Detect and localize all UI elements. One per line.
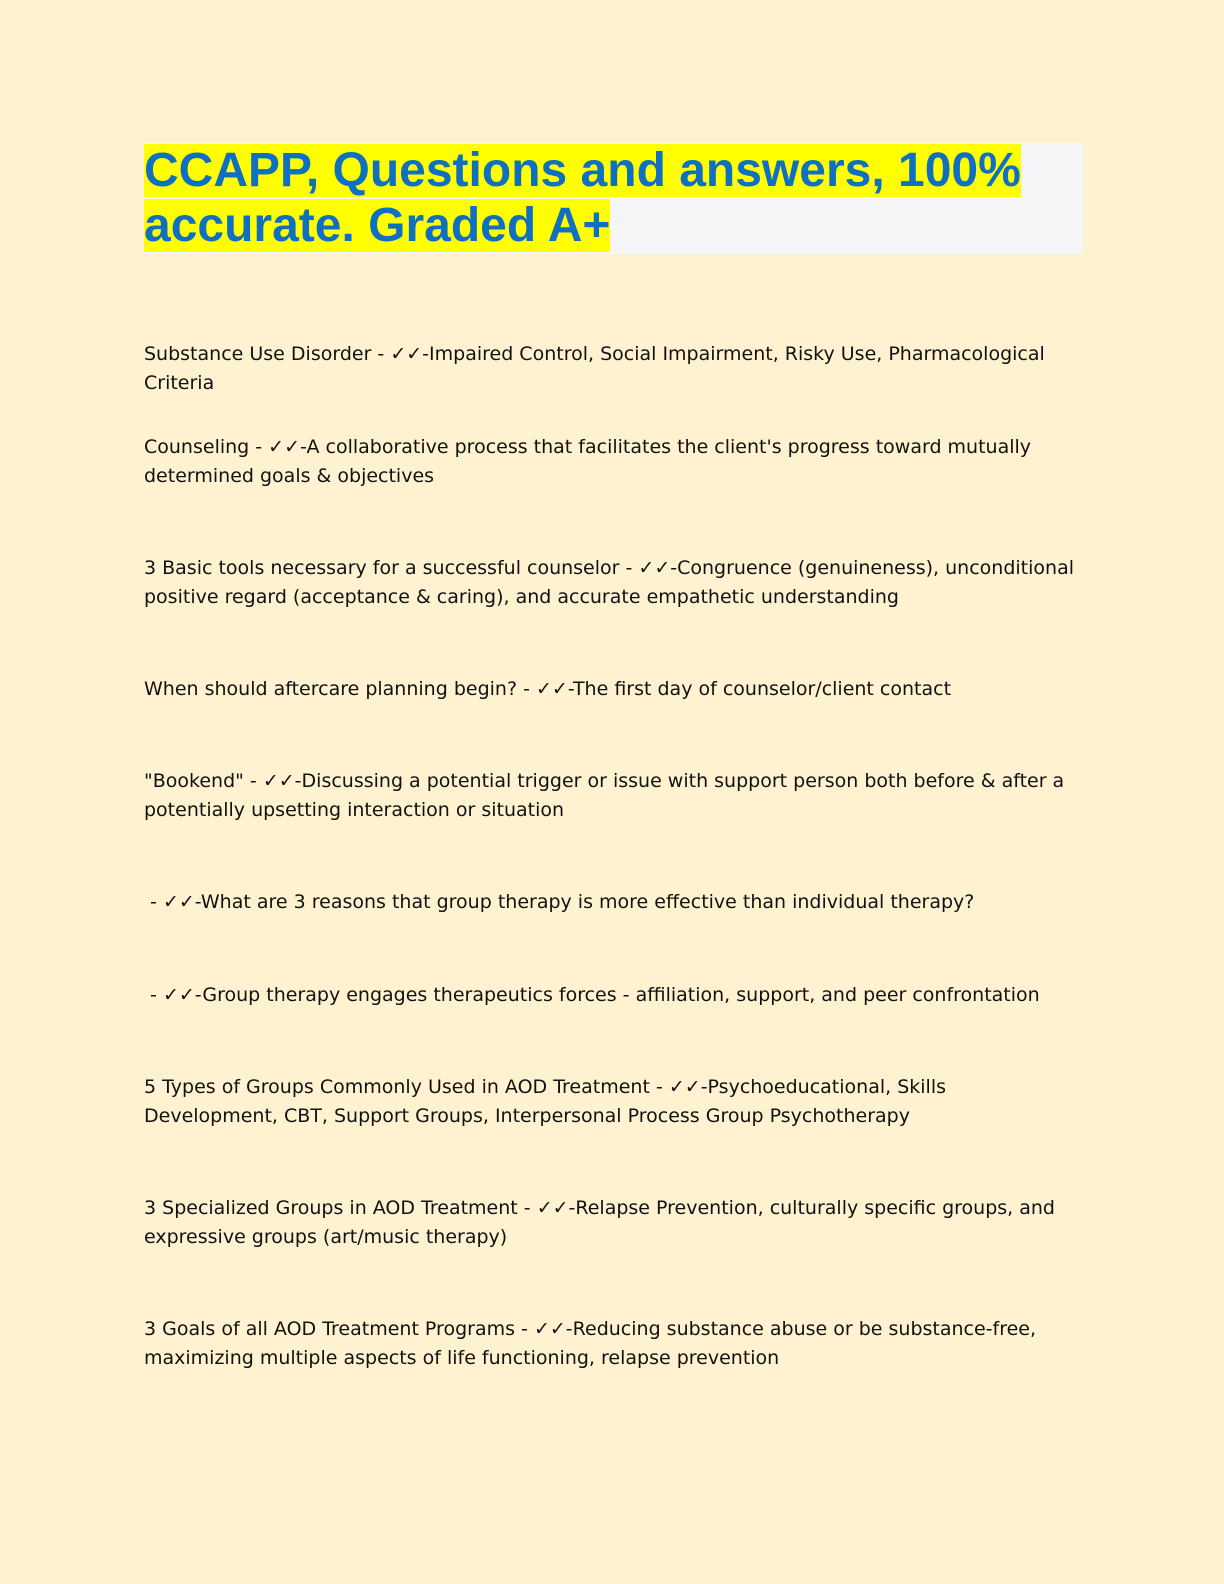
qa-separator: - [371,343,391,365]
qa-separator: - [515,1318,534,1340]
qa-answer-prefix: - [194,984,203,1006]
qa-answer-prefix: - [565,1318,573,1340]
qa-item [144,767,1084,825]
qa-item [144,675,1084,704]
qa-term: "Bookend" [144,770,244,792]
qa-term: Counseling [144,436,250,458]
check-icon: ✓✓ [638,557,671,579]
qa-answer: Congruence (genuineness), unconditional positive regard (acceptance & caring), and accurate empathetic understanding [144,557,1081,608]
qa-term: Substance Use Disorder [144,343,372,365]
qa-separator: - [144,891,163,913]
qa-answer: Impaired Control, Social Impairment, Risky Use, Pharmacological Criteria [144,343,1051,394]
qa-item [144,433,1084,491]
document-title [144,143,1083,253]
qa-separator: - [619,557,639,579]
qa-answer: Relapse Prevention, culturally specific groups, and expressive groups (art/music therapy) [144,1197,1062,1248]
qa-separator: - [649,1076,669,1098]
qa-answer: Psychoeducational, Skills Development, CBT, Support Groups, Interpersonal Process Group Psychotherapy [144,1076,953,1127]
qa-term: 3 Specialized Groups in AOD Treatment [144,1197,518,1219]
qa-answer: What are 3 reasons that group therapy is more effective than individual therapy? [200,891,975,913]
check-icon: ✓✓ [162,984,195,1006]
qa-separator: - [517,678,536,700]
qa-term: 5 Types of Groups Commonly Used in AOD Treatment [144,1076,650,1098]
qa-item [144,554,1084,612]
check-icon: ✓✓ [262,770,295,792]
qa-item [144,888,1084,917]
qa-item [144,981,1084,1010]
qa-answer-prefix: - [194,891,201,913]
check-icon: ✓✓ [535,678,568,700]
qa-answer-prefix: - [700,1076,708,1098]
qa-separator: - [243,770,263,792]
qa-answer-prefix: - [294,770,302,792]
check-icon: ✓✓ [668,1076,701,1098]
qa-answer: Group therapy engages therapeutics forces - affiliation, support, and peer confrontation [202,984,1040,1006]
qa-item [144,1315,1084,1373]
qa-separator: - [144,984,163,1006]
check-icon: ✓✓ [536,1197,569,1219]
qa-answer-prefix: - [422,343,430,365]
qa-item [144,1194,1084,1252]
check-icon: ✓✓ [533,1318,566,1340]
qa-separator: - [249,436,269,458]
qa-answer-prefix: - [567,678,573,700]
qa-item [144,1073,1084,1131]
qa-answer-prefix: - [568,1197,576,1219]
check-icon: ✓✓ [268,436,301,458]
title-block [144,143,1083,254]
qa-answer: The first day of counselor/client contact [572,678,952,700]
qa-answer: Discussing a potential trigger or issue with support person both before & after a potentially upsetting interaction or situation [144,770,1071,821]
qa-term: 3 Goals of all AOD Treatment Programs [144,1318,516,1340]
qa-term: 3 Basic tools necessary for a successful counselor [144,557,620,579]
check-icon: ✓✓ [390,343,423,365]
qa-answer: Reducing substance abuse or be substance-free, maximizing multiple aspects of life functioning, relapse prevention [144,1318,1043,1369]
qa-answer-prefix: - [670,557,678,579]
qa-term: When should aftercare planning begin? [144,678,518,700]
check-icon: ✓✓ [162,891,195,913]
title-highlight: CCAPP, Questions and answers, 100% accurate. Graded A+ [144,144,1021,252]
qa-answer: A collaborative process that facilitates the client's progress toward mutually determined goals & objectives [144,436,1038,487]
qa-separator: - [517,1197,537,1219]
qa-item [144,340,1084,398]
qa-answer-prefix: - [300,436,307,458]
